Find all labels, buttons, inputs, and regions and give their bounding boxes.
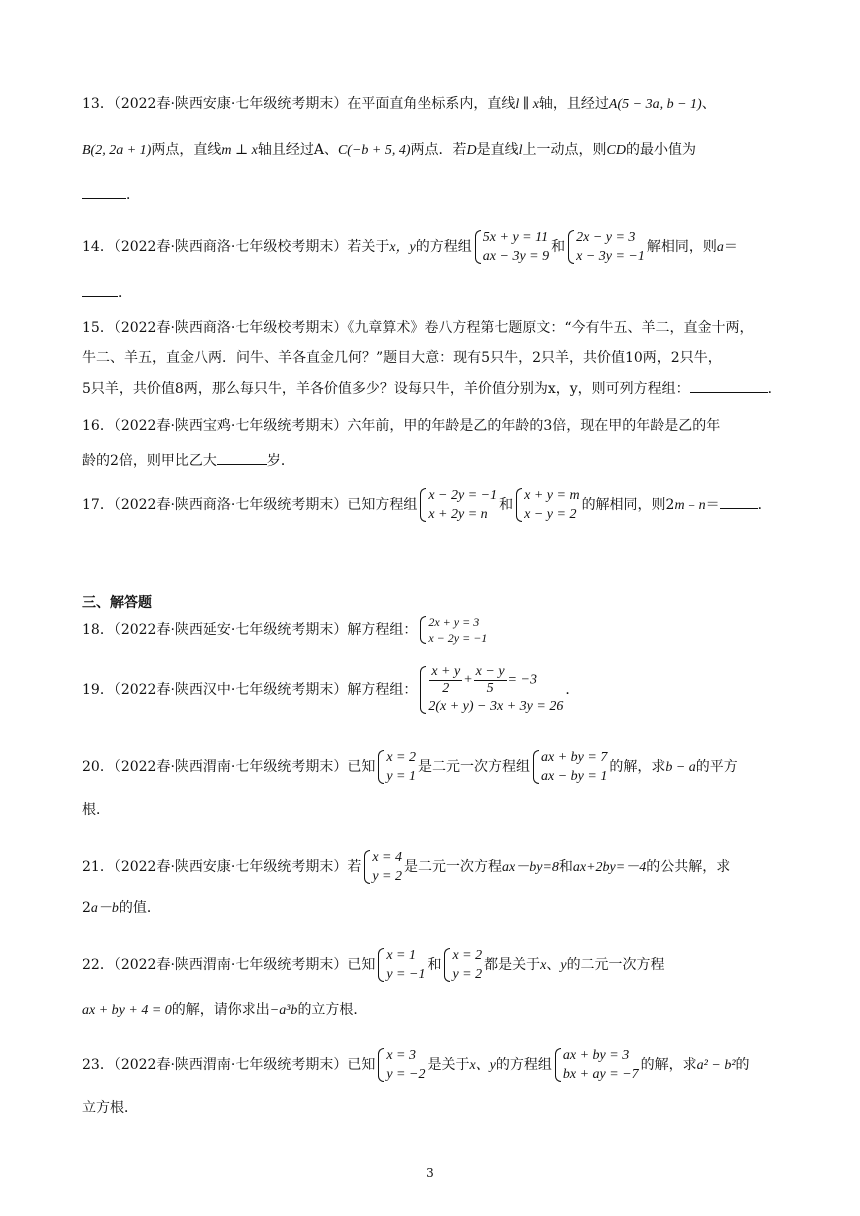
equation: x − 2y = −1 (428, 488, 498, 503)
q13-expr-d: D (466, 143, 477, 158)
q19-system (419, 664, 563, 716)
q17-system-1 (419, 486, 497, 524)
q21-system (363, 848, 402, 886)
q15-text-2: 牛二、羊五，直金八两．问牛、羊各直金几何？”题目大意：现有5只牛，2只羊，共价值10两，2只牛， (82, 350, 722, 366)
q23-line1 (82, 1046, 800, 1084)
q16-line2 (82, 450, 800, 471)
q13-end: ． (126, 187, 140, 203)
equation: 2x + y = 3 (428, 615, 480, 629)
q16-line1 (82, 416, 800, 436)
q22-text-c: 都是关于 (484, 957, 541, 973)
section-heading: 三、解答题 (82, 594, 152, 610)
answer-blank[interactable] (720, 494, 758, 509)
q16-end: 岁． (266, 453, 295, 469)
numerator: x + y (431, 664, 461, 679)
q21-eq-2: ax+2by=－4 (572, 860, 647, 875)
q13-line1 (82, 94, 800, 115)
q21-line1 (82, 848, 800, 886)
q17-eq: ＝ (705, 497, 720, 513)
equation: x + 2y = n (428, 507, 488, 522)
q15-end: ． (767, 381, 782, 397)
equation: x = 2 (452, 948, 483, 963)
equation: bx + ay = −7 (562, 1067, 639, 1082)
equation: 2x − y = 3 (576, 230, 636, 245)
answer-blank[interactable] (690, 378, 768, 393)
equation: y = −1 (386, 967, 426, 982)
q21-expr: a－b (90, 901, 119, 916)
denominator: 5 (486, 681, 494, 696)
q21-text-2c: 的值． (118, 900, 161, 916)
q17-var-m: m (674, 498, 685, 513)
equation: ax − 3y = 9 (482, 249, 550, 264)
equation: 5x + y = 11 (482, 230, 549, 245)
equation: x + y = m (524, 488, 580, 503)
q13-text-c: 、 (701, 96, 716, 112)
q13-text-2c: A、 (313, 142, 338, 158)
equation: x = 1 (386, 948, 417, 963)
q13-text-b: 轴，且经过 (538, 96, 609, 112)
q13-expr-b: B(2, 2a + 1) (82, 143, 152, 158)
numerator: x − y (475, 664, 505, 679)
equation: ax + by = 7 (541, 750, 608, 765)
plus-sign: + (463, 672, 473, 688)
q13-text-2e: 是直线 (476, 142, 519, 158)
q20-text-b: 是二元一次方程组 (418, 759, 531, 775)
equation (428, 664, 563, 697)
q22-text-2b: 的解，请你求出 (171, 1002, 270, 1018)
q14-text-a: 14．（2022春·陕西商洛·七年级校考期末）若关于 (82, 239, 390, 255)
q23-expr: a² − b² (696, 1058, 736, 1073)
q14-line1 (82, 228, 800, 266)
q17-text-b: 和 (499, 497, 514, 513)
q20-line2 (82, 800, 800, 820)
q14-text-e: 解相同，则 (646, 239, 717, 255)
q20-text-c: 的解，求 (609, 759, 666, 775)
q21-text-f: 的公共解，求 (646, 859, 731, 875)
q13-expr-l2: l (518, 143, 523, 158)
q21-eq-1: ax－by=8 (502, 860, 559, 875)
answer-blank[interactable] (217, 450, 267, 465)
q14-text-d: 和 (551, 239, 566, 255)
q22-text-e: 、 (546, 957, 561, 973)
q22-line2 (82, 1000, 800, 1021)
q22-system-1 (377, 946, 425, 984)
q20-system-2 (532, 748, 607, 786)
q18-system (419, 614, 487, 646)
q13-expr-cd: CD (606, 143, 626, 158)
q22-system-2 (443, 946, 482, 984)
equation: x = 2 (386, 750, 417, 765)
q20-line1 (82, 748, 800, 786)
page-number: 3 (426, 1166, 434, 1180)
q23-vars: x、y (469, 1058, 496, 1073)
q21-line2 (82, 898, 800, 919)
equation: x − 3y = −1 (576, 249, 645, 264)
q19-text: 19．（2022春·陕西汉中·七年级统考期末）解方程组： (82, 682, 418, 698)
q17-var-n: n (698, 498, 706, 513)
q17-minus: ﹣ (684, 497, 699, 513)
q22-text-b: 和 (427, 957, 442, 973)
q16-text-2: 龄的2倍，则甲比乙大 (82, 453, 217, 469)
q13-expr-c: C(−b + 5, 4) (337, 143, 411, 158)
q22-text-g: 的二元一次方程 (566, 957, 665, 973)
q13-text-2f: 上一动点，则 (522, 142, 607, 158)
q13-expr-l: l ∥ x (515, 97, 539, 112)
q18-line (82, 614, 800, 646)
q21-text-a: 21．（2022春·陕西安康·七年级统考期末）若 (82, 859, 362, 875)
q14-line2 (82, 282, 800, 303)
q14-system-1 (474, 228, 549, 266)
equation: x = 3 (386, 1048, 417, 1063)
q20-system-1 (377, 748, 416, 786)
q21-text-d: 和 (558, 859, 573, 875)
equation: x − 2y = −1 (428, 631, 488, 645)
q18-text: 18．（2022春·陕西延安·七年级统考期末）解方程组： (82, 622, 418, 638)
q14-vars: x，y (389, 240, 416, 255)
q22-text-2d: 的立方根． (297, 1002, 368, 1018)
q20-text-e: 的平方 (695, 759, 738, 775)
q19-line (82, 664, 800, 716)
q23-text-e: 的解，求 (640, 1057, 697, 1073)
q13-text-2b: 轴且经过 (257, 142, 314, 158)
q22-line1 (82, 946, 800, 984)
q13-line2 (82, 140, 800, 161)
q14-eq: ＝ (723, 239, 738, 255)
q15-line2 (82, 348, 800, 368)
q13-text-2g: 的最小值为 (625, 142, 696, 158)
q21-text-b: 是二元一次方程 (404, 859, 503, 875)
q23-text-a: 23．（2022春·陕西渭南·七年级统考期末）已知 (82, 1057, 376, 1073)
q23-system-2 (554, 1046, 639, 1084)
q15-text-3: 5只羊，共价值8两，那么每只牛，羊各价值多少？设每只牛，羊价值分别为x，y，则可列方程组： (82, 381, 690, 397)
q20-text-a: 20．（2022春·陕西渭南·七年级统考期末）已知 (82, 759, 376, 775)
fraction (474, 664, 507, 697)
q14-end: ． (118, 285, 132, 301)
q23-text-2: 立方根． (82, 1100, 138, 1116)
equation: x − y = 2 (524, 507, 577, 522)
q17-system-2 (515, 486, 579, 524)
equation: y = 1 (386, 769, 417, 784)
q13-text-2a: 两点，直线 (151, 142, 222, 158)
q19-end: ． (565, 682, 580, 698)
equation: x = 4 (372, 850, 403, 865)
q13-text-2d: 两点．若 (410, 142, 467, 158)
q22-equation: ax + by + 4 = 0 (82, 1003, 172, 1018)
denominator: 2 (442, 681, 450, 696)
q21-coef: 2 (82, 900, 91, 916)
q23-text-b: 是关于 (427, 1057, 470, 1073)
q17-line1 (82, 486, 800, 524)
q13-expr-m: m ⊥ x (221, 143, 258, 158)
q23-text-d: 的方程组 (495, 1057, 552, 1073)
q22-expr: −a³b (269, 1003, 298, 1018)
q23-system-1 (377, 1046, 425, 1084)
answer-blank[interactable] (82, 282, 118, 297)
q20-text-2: 根． (82, 802, 110, 818)
equation: y = 2 (452, 967, 483, 982)
q13-text: 13．（2022春·陕西安康·七年级统考期末）在平面直角坐标系内，直线 (82, 96, 516, 112)
q22-var-x: x (540, 958, 547, 973)
q16-text-1: 16．（2022春·陕西宝鸡·七年级统考期末）六年前，甲的年龄是乙的年龄的3倍，现在甲的年龄是乙的年 (82, 418, 721, 434)
equation: 2(x + y) − 3x + 3y = 26 (428, 699, 564, 714)
q13-expr-a: A(5 − 3a, b − 1) (608, 97, 702, 112)
answer-blank[interactable] (82, 184, 126, 199)
equation: ax + by = 3 (562, 1048, 630, 1063)
q17-text-c: 的解相同，则2 (581, 497, 675, 513)
q17-text-a: 17．（2022春·陕西商洛·七年级统考期末）已知方程组 (82, 497, 418, 513)
q14-system-2 (567, 228, 645, 266)
q14-text-c: 的方程组 (415, 239, 472, 255)
q14-var-a: a (716, 240, 724, 255)
q15-line1 (82, 318, 800, 338)
equation: y = −2 (386, 1067, 426, 1082)
equation: y = 2 (372, 869, 403, 884)
q13-line3 (82, 184, 800, 205)
fraction (429, 664, 462, 697)
q20-expr: b − a (665, 760, 696, 775)
equation: ax − by = 1 (541, 769, 608, 784)
q22-text-a: 22．（2022春·陕西渭南·七年级统考期末）已知 (82, 957, 376, 973)
q22-var-y: y (560, 958, 567, 973)
q15-text-1: 15．（2022春·陕西商洛·七年级校考期末）《九章算术》卷八方程第七题原文：“今有牛五、羊二，直金十两， (82, 320, 754, 336)
q23-line2 (82, 1098, 800, 1118)
q15-line3 (82, 378, 800, 399)
rhs: = −3 (507, 672, 537, 688)
q23-text-g: 的 (735, 1057, 750, 1073)
q17-end: ． (757, 497, 772, 513)
